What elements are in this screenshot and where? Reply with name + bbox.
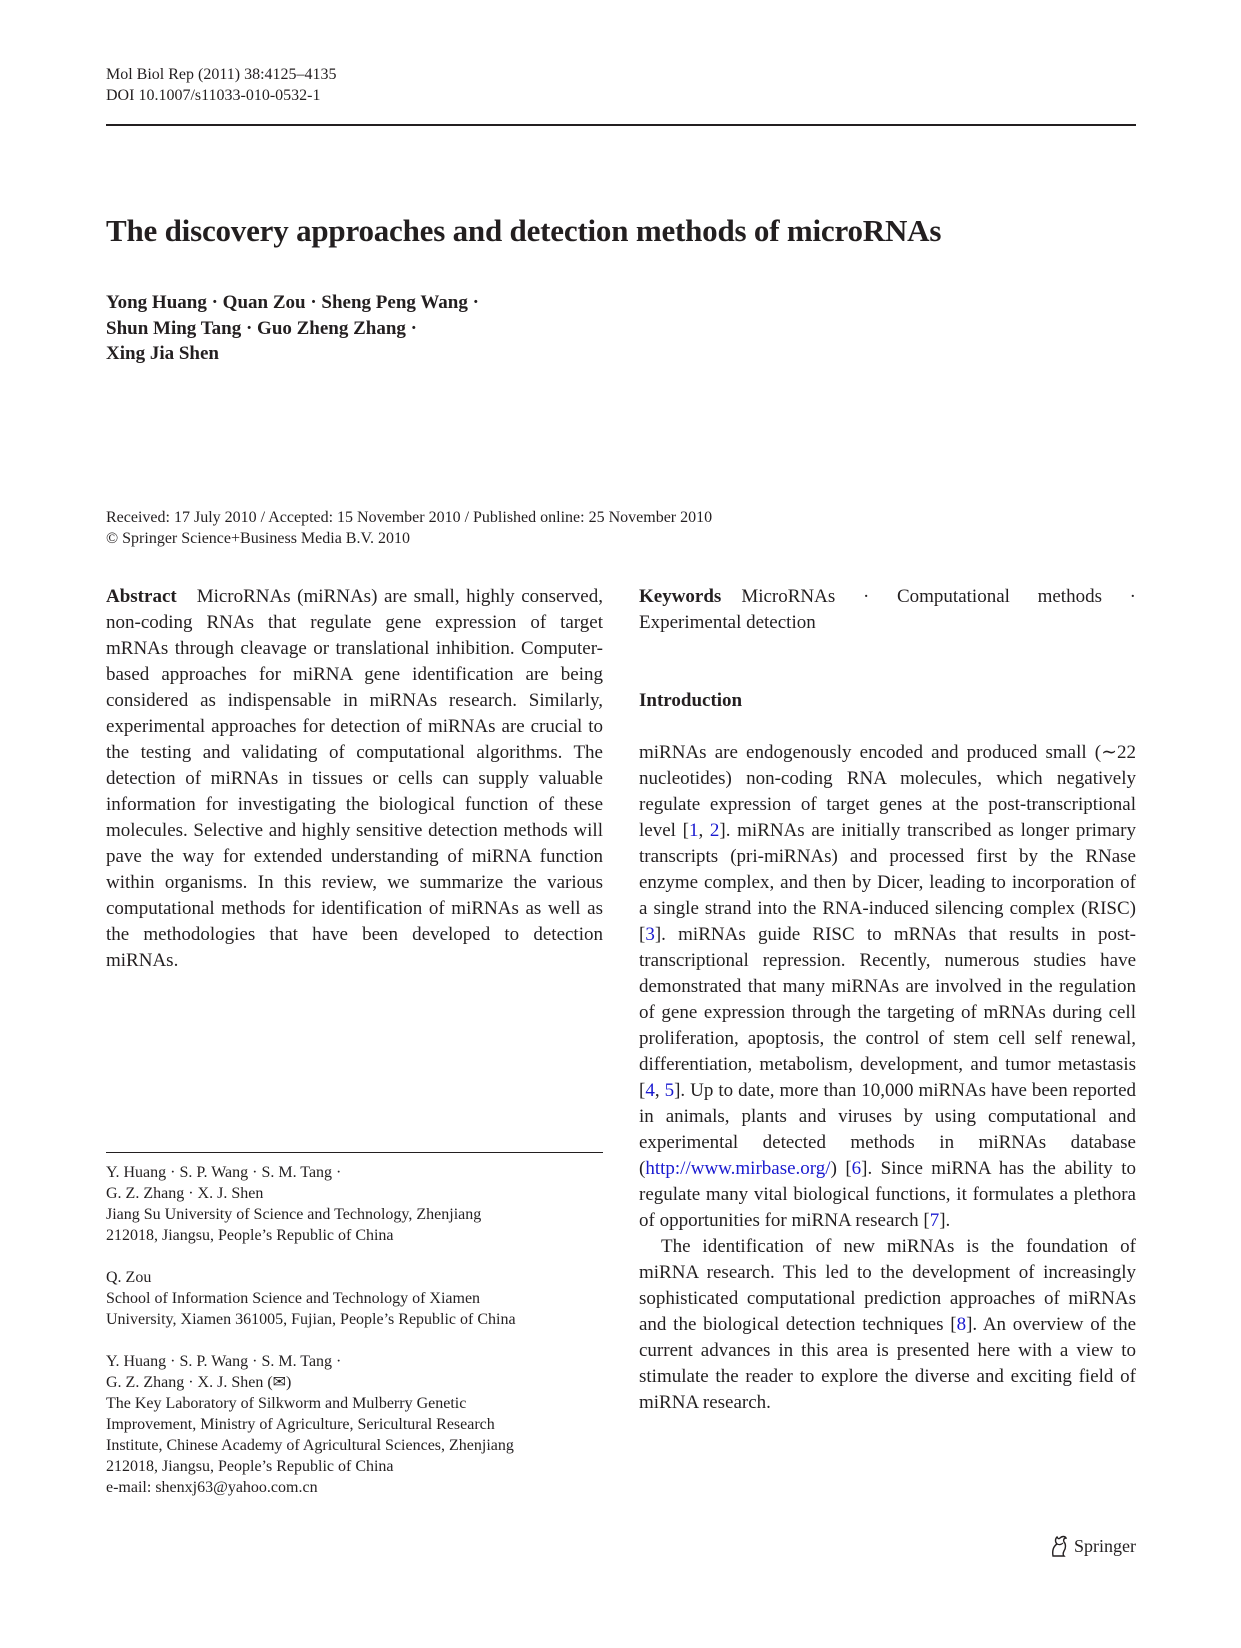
intro-paragraph-2 [639,1234,1136,1416]
text-run: ]. [939,1210,951,1231]
affiliation-3 [106,1351,626,1498]
text-run: ]. miRNAs are initially transcribed as longer primary transcripts (pri-miRNAs) and processed first by the RNase enzyme complex, and then by Dicer, leading to incorporation of a single strand into the RNA-induced silencing complex (RISC) [ [639,820,1136,945]
text-run: ) [ [830,1158,852,1179]
affiliation-2 [106,1267,626,1330]
doi: DOI 10.1007/s11033-010-0532-1 [106,87,321,104]
running-header [106,64,337,106]
text-run: ]. Since miRNA has the ability to regulate many vital biological functions, it formulates a plethora of opportunities for miRNA research [ [639,1158,1137,1231]
publication-history [106,507,712,549]
mirbase-url-link[interactable]: http://www.mirbase.org/ [645,1158,831,1179]
affiliation-institution: School of Information Science and Technology of Xiamen [106,1290,481,1307]
citation-link[interactable]: 3 [645,924,655,945]
keywords-label: Keywords [639,586,722,607]
author-list [106,290,479,367]
author-line: Shun Ming Tang · Guo Zheng Zhang · [106,317,418,339]
text-run: ]. An overview of the current advances in this area is presented here with a view to stimulate the reader to explore the diverse and exciting field of miRNA research. [639,1314,1137,1413]
text-run: ]. Up to date, more than 10,000 miRNAs have been reported in animals, plants and viruses by using computational and experimental detected methods in miRNAs database ( [639,1080,1137,1179]
copyright: © Springer Science+Business Media B.V. 2010 [106,530,410,547]
text-run: miRNAs are endogenously encoded and produced small (∼22 nucleotides) non-coding RNA molecules, which negatively regulate expression of target genes at the post-transcriptional level [ [639,742,1136,841]
citation-link[interactable]: 1 [688,820,699,841]
affiliation-names: Y. Huang · S. P. Wang · S. M. Tang · [106,1164,342,1181]
springer-horse-icon [1048,1534,1070,1558]
keywords-text: MicroRNAs · Computational methods · Experimental detection [639,586,1136,633]
publisher-name: Springer [1074,1535,1136,1556]
affiliation-institution: Improvement, Ministry of Agriculture, Sericultural Research [106,1416,495,1433]
author-line: Yong Huang · Quan Zou · Sheng Peng Wang · [106,292,479,313]
affiliation-institution: The Key Laboratory of Silkworm and Mulberry Genetic [106,1395,467,1412]
affiliations [106,1162,626,1519]
affiliation-institution: 212018, Jiangsu, People’s Republic of China [106,1458,394,1475]
received-dates: Received: 17 July 2010 / Accepted: 15 November 2010 / Published online: 25 November 2010 [106,509,713,526]
affiliation-names: Y. Huang · S. P. Wang · S. M. Tang · [106,1353,342,1370]
right-column [639,584,1136,1416]
article-title: The discovery approaches and detection methods of microRNAs [106,213,942,248]
intro-paragraph-1: miRNAs are endogenously encoded and produced small (∼22 nucleotides) non-coding RNA molecules, which negatively regulate expression of target genes at the post-transcriptional level [1, 2]. miRNAs are initially transcribed as longer primary transcripts (pri-miRNAs) and processed first by the RNase enzyme complex, and then by Dicer, leading to incorporation of a single strand into the RNA-induced silencing complex (RISC) [3]. miRNAs guide RISC to mRNAs that results in post-transcriptional repression. Recently, numerous studies have demonstrated that many miRNAs are involved in the regulation of gene expression through the targeting of mRNAs during cell proliferation, apoptosis, the control of stem cell self renewal, differentiation, metabolism, development, and tumor metastasis [4, 5]. Up to date, more than 10,000 miRNAs have been reported in animals, plants and viruses by using computational and experimental detected methods in miRNAs database (http://www.mirbase.org/) [6]. Since miRNA has the ability to regulate many vital biological functions, it formulates a plethora of opportunities for miRNA research [7]. [639,742,1137,1231]
affiliation-institution: Jiang Su University of Science and Technology, Zhenjiang [106,1206,482,1223]
affiliation-1 [106,1162,626,1246]
affiliation-names: G. Z. Zhang · X. J. Shen (✉) [106,1374,292,1391]
keywords [639,584,1136,636]
section-heading-introduction: Introduction [639,690,743,711]
citation-link[interactable]: 8 [956,1314,967,1335]
journal-citation: Mol Biol Rep (2011) 38:4125–4135 [106,66,337,83]
abstract [106,584,603,974]
citation-link[interactable]: 7 [929,1210,940,1231]
abstract-label: Abstract [106,586,177,607]
affiliation-names: G. Z. Zhang · X. J. Shen [106,1185,264,1202]
affiliation-rule [106,1152,603,1153]
citation-link[interactable]: 2 [709,820,720,841]
citation-link[interactable]: 4 [645,1080,655,1101]
text-run: ]. miRNAs guide RISC to mRNAs that results in post-transcriptional repression. Recently, numerous studies have demonstrated that many miRNAs are involved in the regulation of gene expression through the targeting of mRNAs during cell proliferation, apoptosis, the control of stem cell self renewal, differentiation, metabolism, development, and tumor metastasis [ [639,924,1136,1101]
header-rule [106,124,1136,126]
citation-link[interactable]: 6 [851,1158,862,1179]
corresponding-email[interactable]: e-mail: shenxj63@yahoo.com.cn [106,1479,318,1496]
affiliation-institution: Institute, Chinese Academy of Agricultural Sciences, Zhenjiang [106,1437,514,1454]
author-line: Xing Jia Shen [106,343,219,364]
citation-link[interactable]: 5 [664,1080,675,1101]
affiliation-institution: University, Xiamen 361005, Fujian, People’s Republic of China [106,1311,516,1328]
publisher-logo [1048,1534,1136,1558]
abstract-text: MicroRNAs (miRNAs) are small, highly conserved, non-coding RNAs that regulate gene expression of target mRNAs through cleavage or translational inhibition. Computer-based approaches for miRNA gene identification are being considered as indispensable in miRNAs research. Similarly, experimental approaches for detection of miRNAs are crucial to the testing and validating of computational algorithms. The detection of miRNAs in tissues or cells can supply valuable information for investigating the biological function of these molecules. Selective and highly sensitive detection methods will pave the way for extended understanding of miRNA function within organisms. In this review, we summarize the various computational methods for identification of miRNAs as well as the methodologies that have been developed to detection miRNAs. [106,586,603,971]
text-run: The identification of new miRNAs is the foundation of miRNA research. This led to the development of increasingly sophisticated computational prediction approaches of miRNAs and the biological detection techniques [ [639,1236,1136,1335]
affiliation-names: Q. Zou [106,1269,152,1286]
affiliation-institution: 212018, Jiangsu, People’s Republic of China [106,1227,394,1244]
